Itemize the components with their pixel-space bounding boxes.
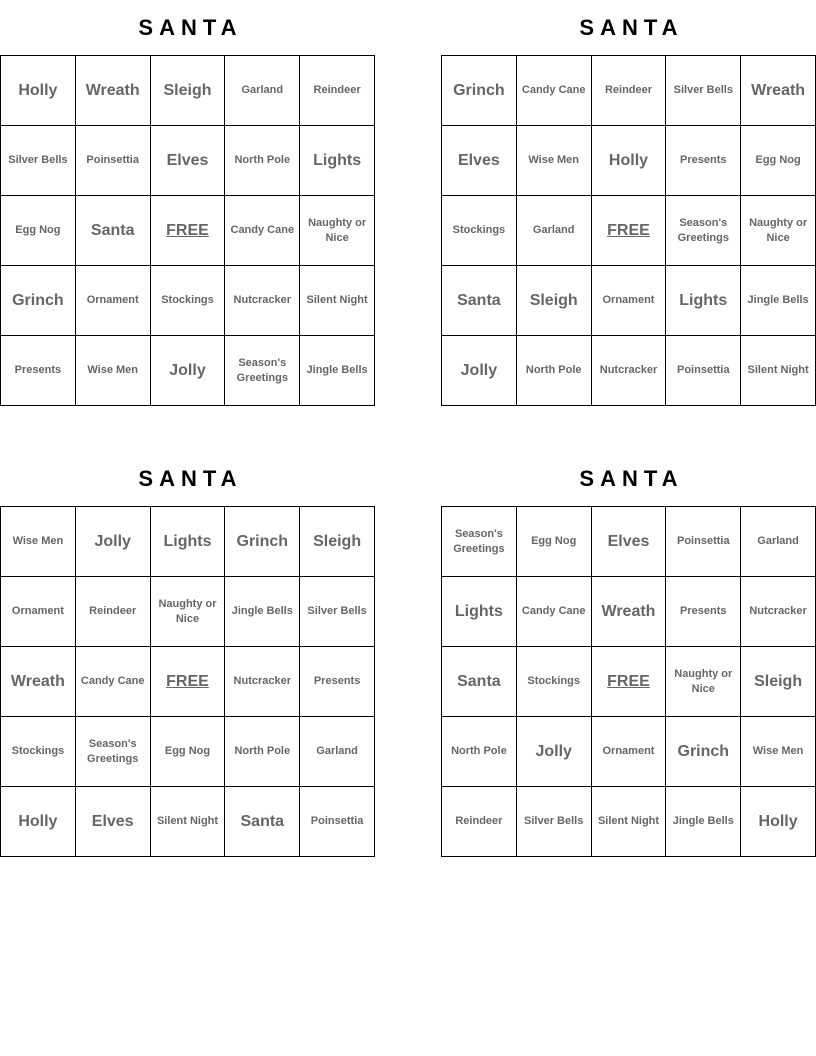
bingo-cell: Wreath [76, 56, 151, 126]
bingo-cell: Lights [666, 266, 741, 336]
bingo-cell: Holly [1, 56, 76, 126]
bingo-cell: Ornament [592, 717, 667, 787]
bingo-cell: Stockings [442, 196, 517, 266]
bingo-cell: Jolly [76, 507, 151, 577]
bingo-cell: Silver Bells [666, 56, 741, 126]
bingo-cell: Grinch [1, 266, 76, 336]
free-space: FREE [151, 196, 226, 266]
bingo-cell: Egg Nog [741, 126, 816, 196]
bingo-grid [0, 506, 375, 857]
bingo-cell: Presents [666, 577, 741, 647]
bingo-cell: Jingle Bells [225, 577, 300, 647]
bingo-cell: Candy Cane [517, 56, 592, 126]
bingo-cell: Stockings [517, 647, 592, 717]
bingo-cell: Jolly [442, 336, 517, 406]
bingo-cell: Jolly [151, 336, 226, 406]
free-space: FREE [592, 647, 667, 717]
bingo-cell: Elves [592, 507, 667, 577]
bingo-cell: Sleigh [151, 56, 226, 126]
bingo-cell: Santa [76, 196, 151, 266]
bingo-cell: Nutcracker [225, 647, 300, 717]
bingo-cell: Season's Greetings [76, 717, 151, 787]
bingo-cell: Presents [300, 647, 375, 717]
bingo-cell: Naughty or Nice [666, 647, 741, 717]
bingo-cell: Garland [741, 507, 816, 577]
bingo-cell: Egg Nog [1, 196, 76, 266]
bingo-cell: Poinsettia [300, 787, 375, 857]
bingo-cell: Holly [741, 787, 816, 857]
bingo-cell: Nutcracker [592, 336, 667, 406]
bingo-cell: Lights [151, 507, 226, 577]
bingo-cell: Wise Men [1, 507, 76, 577]
bingo-cell: North Pole [517, 336, 592, 406]
bingo-grid [441, 506, 816, 857]
bingo-cell: Silver Bells [517, 787, 592, 857]
bingo-cell: Ornament [1, 577, 76, 647]
bingo-cell: Silver Bells [300, 577, 375, 647]
card-title: SANTA [579, 465, 684, 491]
bingo-cell: Poinsettia [666, 336, 741, 406]
bingo-cell: North Pole [225, 126, 300, 196]
bingo-cell: Santa [442, 266, 517, 336]
bingo-cell: Season's Greetings [666, 196, 741, 266]
bingo-cell: Poinsettia [76, 126, 151, 196]
bingo-cell: North Pole [442, 717, 517, 787]
bingo-cell: Silent Night [151, 787, 226, 857]
bingo-cell: Lights [300, 126, 375, 196]
bingo-cell: Reindeer [300, 56, 375, 126]
card-title: SANTA [138, 465, 243, 491]
bingo-cell: Wreath [1, 647, 76, 717]
bingo-cell: Wise Men [76, 336, 151, 406]
bingo-grid [441, 55, 816, 406]
bingo-cell: Wise Men [741, 717, 816, 787]
bingo-cell: Season's Greetings [225, 336, 300, 406]
bingo-cell: Holly [592, 126, 667, 196]
bingo-cell: Lights [442, 577, 517, 647]
bingo-cell: Wreath [592, 577, 667, 647]
bingo-cell: Candy Cane [225, 196, 300, 266]
bingo-cell: Presents [1, 336, 76, 406]
bingo-cell: Reindeer [76, 577, 151, 647]
bingo-cell: Stockings [151, 266, 226, 336]
free-space: FREE [151, 647, 226, 717]
bingo-cell: Sleigh [741, 647, 816, 717]
bingo-cell: Santa [442, 647, 517, 717]
bingo-cell: Jingle Bells [741, 266, 816, 336]
bingo-cell: Jingle Bells [300, 336, 375, 406]
bingo-cell: Naughty or Nice [741, 196, 816, 266]
bingo-cell: Nutcracker [225, 266, 300, 336]
bingo-cell: Garland [225, 56, 300, 126]
bingo-cell: Candy Cane [517, 577, 592, 647]
bingo-cell: Ornament [592, 266, 667, 336]
bingo-cell: Stockings [1, 717, 76, 787]
bingo-cell: Sleigh [517, 266, 592, 336]
bingo-cell: Garland [517, 196, 592, 266]
bingo-cell: Wise Men [517, 126, 592, 196]
bingo-cell: Nutcracker [741, 577, 816, 647]
bingo-cell: North Pole [225, 717, 300, 787]
bingo-cell: Silent Night [592, 787, 667, 857]
bingo-cell: Egg Nog [517, 507, 592, 577]
bingo-cell: Elves [76, 787, 151, 857]
bingo-cell: Silent Night [741, 336, 816, 406]
bingo-cell: Silent Night [300, 266, 375, 336]
bingo-cell: Silver Bells [1, 126, 76, 196]
bingo-cell: Jingle Bells [666, 787, 741, 857]
bingo-cell: Santa [225, 787, 300, 857]
bingo-cell: Egg Nog [151, 717, 226, 787]
bingo-cell: Grinch [666, 717, 741, 787]
bingo-cell: Reindeer [442, 787, 517, 857]
bingo-cell: Wreath [741, 56, 816, 126]
bingo-cell: Poinsettia [666, 507, 741, 577]
bingo-cell: Garland [300, 717, 375, 787]
bingo-cell: Ornament [76, 266, 151, 336]
bingo-cell: Elves [151, 126, 226, 196]
bingo-cell: Reindeer [592, 56, 667, 126]
card-title: SANTA [579, 14, 684, 40]
bingo-cell: Presents [666, 126, 741, 196]
card-title: SANTA [138, 14, 243, 40]
bingo-cell: Jolly [517, 717, 592, 787]
bingo-cell: Naughty or Nice [151, 577, 226, 647]
bingo-cell: Elves [442, 126, 517, 196]
bingo-cell: Season's Greetings [442, 507, 517, 577]
free-space: FREE [592, 196, 667, 266]
bingo-cell: Naughty or Nice [300, 196, 375, 266]
bingo-cell: Grinch [225, 507, 300, 577]
bingo-grid [0, 55, 375, 406]
bingo-cell: Holly [1, 787, 76, 857]
bingo-cell: Candy Cane [76, 647, 151, 717]
bingo-cell: Grinch [442, 56, 517, 126]
bingo-cell: Sleigh [300, 507, 375, 577]
